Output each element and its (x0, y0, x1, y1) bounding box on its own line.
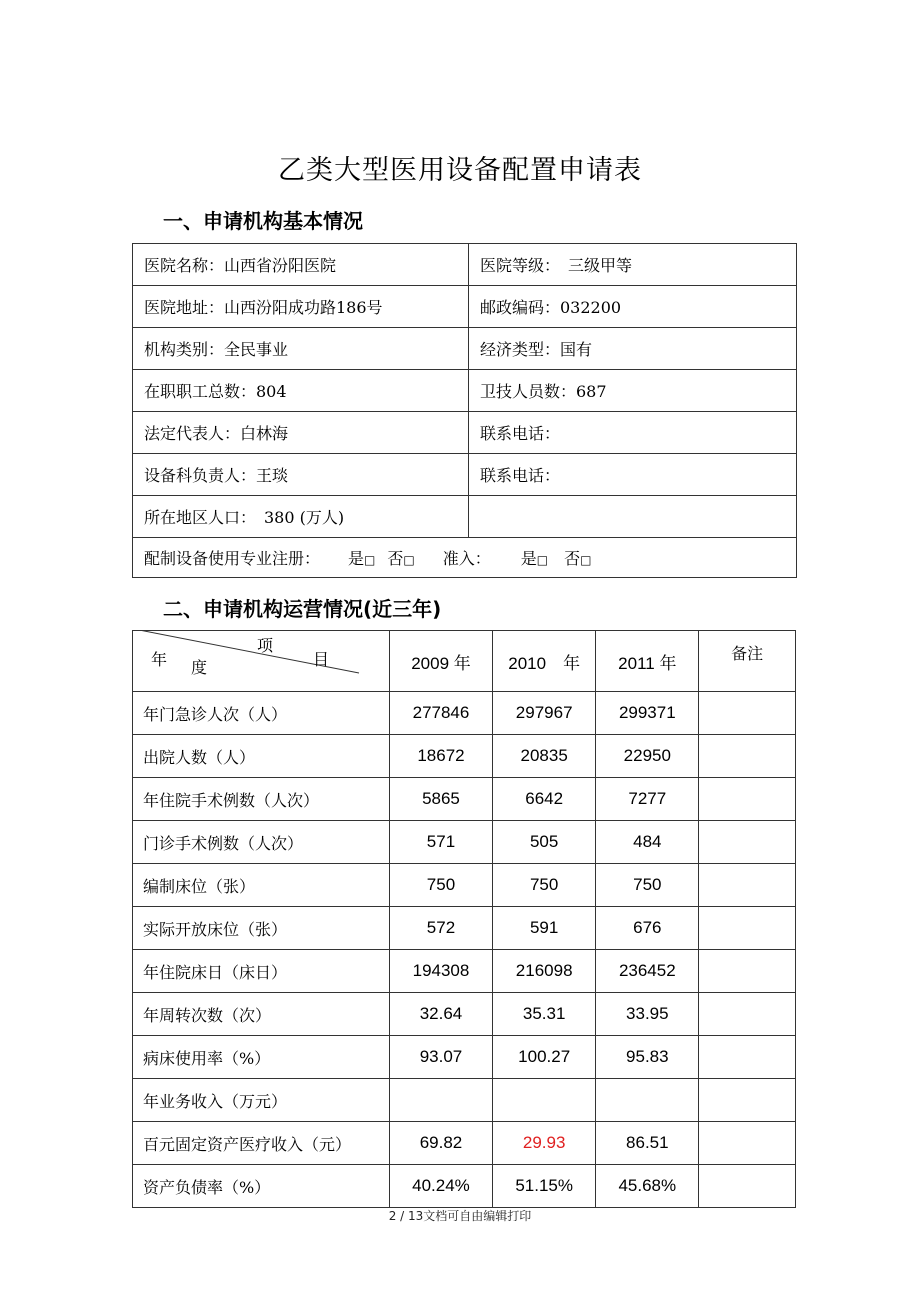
basic-info-row (133, 412, 797, 454)
value-2009: 571 (390, 821, 493, 864)
value-2010: 51.15% (492, 1165, 595, 1208)
value-2010: 100.27 (492, 1036, 595, 1079)
value-note (699, 821, 796, 864)
table-row (133, 950, 796, 993)
table-row (133, 778, 796, 821)
page-footer: 2 / 13文档可自由编辑打印 (388, 1209, 532, 1223)
value-note (699, 864, 796, 907)
row-label: 年住院床日（床日） (133, 950, 390, 993)
access-no: 否 (564, 549, 581, 568)
value-2011: 299371 (596, 692, 699, 735)
value-2011: 22950 (596, 735, 699, 778)
table-row (133, 907, 796, 950)
diagonal-header-cell (133, 631, 390, 692)
row-label: 年门急诊人次（人） (133, 692, 390, 735)
value-note (699, 1079, 796, 1122)
value-2011 (596, 1079, 699, 1122)
value-2010: 505 (492, 821, 595, 864)
basic-info-row (133, 370, 797, 412)
basic-info-left-cell: 所在地区人口： 380 (万人) (133, 496, 469, 538)
basic-info-row (133, 496, 797, 538)
value-2011: 7277 (596, 778, 699, 821)
basic-info-table (132, 243, 797, 578)
basic-info-left-cell: 法定代表人：白林海 (133, 412, 469, 454)
row-label: 出院人数（人） (133, 735, 390, 778)
basic-info-right-cell: 经济类型：国有 (469, 328, 797, 370)
value-note (699, 778, 796, 821)
value-note (699, 735, 796, 778)
value-note (699, 907, 796, 950)
basic-info-right-cell (469, 496, 797, 538)
value-2011: 484 (596, 821, 699, 864)
table-row (133, 692, 796, 735)
basic-info-row (133, 328, 797, 370)
value-2009: 40.24% (390, 1165, 493, 1208)
checkbox-access-no[interactable]: □ (580, 553, 592, 567)
basic-info-right-cell: 医院等级： 三级甲等 (469, 244, 797, 286)
value-2009: 93.07 (390, 1036, 493, 1079)
value-2010: 20835 (492, 735, 595, 778)
value-2010: 750 (492, 864, 595, 907)
value-2010 (492, 1079, 595, 1122)
value-2010: 297967 (492, 692, 595, 735)
section1-heading: 一、申请机构基本情况 (163, 209, 363, 233)
header-item: 项 (257, 636, 274, 655)
basic-info-row (133, 454, 797, 496)
value-note (699, 692, 796, 735)
row-label: 编制床位（张） (133, 864, 390, 907)
value-2009 (390, 1079, 493, 1122)
table-row (133, 864, 796, 907)
access-label: 准入： (442, 549, 491, 568)
table-header-row (133, 631, 796, 692)
basic-info-left-cell: 设备科负责人：王琰 (133, 454, 469, 496)
value-2011: 45.68% (596, 1165, 699, 1208)
checkbox-yes[interactable]: □ (364, 553, 376, 567)
value-2009: 194308 (390, 950, 493, 993)
value-2011: 236452 (596, 950, 699, 993)
basic-info-right-cell: 联系电话： (469, 412, 797, 454)
row-label: 百元固定资产医疗收入（元） (133, 1122, 390, 1165)
basic-info-left-cell: 机构类别：全民事业 (133, 328, 469, 370)
table-row (133, 1079, 796, 1122)
value-2011: 750 (596, 864, 699, 907)
value-2011: 33.95 (596, 993, 699, 1036)
value-2011: 86.51 (596, 1122, 699, 1165)
value-note (699, 950, 796, 993)
registration-yes: 是 (348, 549, 365, 568)
value-2009: 32.64 (390, 993, 493, 1036)
row-label: 年业务收入（万元） (133, 1079, 390, 1122)
value-2009: 750 (390, 864, 493, 907)
value-2010: 591 (492, 907, 595, 950)
value-2010: 29.93 (492, 1122, 595, 1165)
table-row (133, 821, 796, 864)
value-2010: 216098 (492, 950, 595, 993)
value-note (699, 993, 796, 1036)
registration-row (133, 538, 797, 578)
value-note (699, 1036, 796, 1079)
header-note: 备注 (699, 631, 796, 692)
operations-table (132, 630, 796, 1208)
access-yes: 是 (520, 549, 537, 568)
basic-info-right-cell: 邮政编码：032200 (469, 286, 797, 328)
header-mu: 目 (313, 650, 330, 669)
section2-heading: 二、申请机构运营情况(近三年) (163, 597, 442, 621)
value-2009: 277846 (390, 692, 493, 735)
value-2010: 35.31 (492, 993, 595, 1036)
row-label: 年住院手术例数（人次） (133, 778, 390, 821)
row-label: 病床使用率（%） (133, 1036, 390, 1079)
registration-label: 配制设备使用专业注册： (144, 549, 321, 568)
row-label: 实际开放床位（张） (133, 907, 390, 950)
basic-info-row (133, 286, 797, 328)
table-row (133, 993, 796, 1036)
value-note (699, 1165, 796, 1208)
value-2011: 95.83 (596, 1036, 699, 1079)
table-row (133, 1036, 796, 1079)
basic-info-left-cell: 医院地址：山西汾阳成功路186号 (133, 286, 469, 328)
header-2010: 2010 年 (492, 631, 595, 692)
row-label: 资产负债率（%） (133, 1165, 390, 1208)
row-label: 年周转次数（次） (133, 993, 390, 1036)
value-note (699, 1122, 796, 1165)
header-2011: 2011 年 (596, 631, 699, 692)
basic-info-left-cell: 在职职工总数：804 (133, 370, 469, 412)
basic-info-right-cell: 联系电话： (469, 454, 797, 496)
header-du: 度 (191, 658, 208, 677)
value-2009: 18672 (390, 735, 493, 778)
header-2009: 2009 年 (390, 631, 493, 692)
value-2009: 5865 (390, 778, 493, 821)
value-2010: 6642 (492, 778, 595, 821)
basic-info-row (133, 244, 797, 286)
table-row (133, 1165, 796, 1208)
checkbox-access-yes[interactable]: □ (536, 553, 549, 567)
checkbox-no[interactable]: □ (403, 553, 415, 567)
registration-no: 否 (387, 549, 404, 568)
registration-cell (133, 538, 797, 578)
header-year: 年 (151, 650, 168, 669)
value-2009: 69.82 (390, 1122, 493, 1165)
value-2011: 676 (596, 907, 699, 950)
value-2009: 572 (390, 907, 493, 950)
table-row (133, 1122, 796, 1165)
table-row (133, 735, 796, 778)
basic-info-left-cell: 医院名称：山西省汾阳医院 (133, 244, 469, 286)
page-title: 乙类大型医用设备配置申请表 (278, 155, 642, 186)
basic-info-right-cell: 卫技人员数：687 (469, 370, 797, 412)
row-label: 门诊手术例数（人次） (133, 821, 390, 864)
